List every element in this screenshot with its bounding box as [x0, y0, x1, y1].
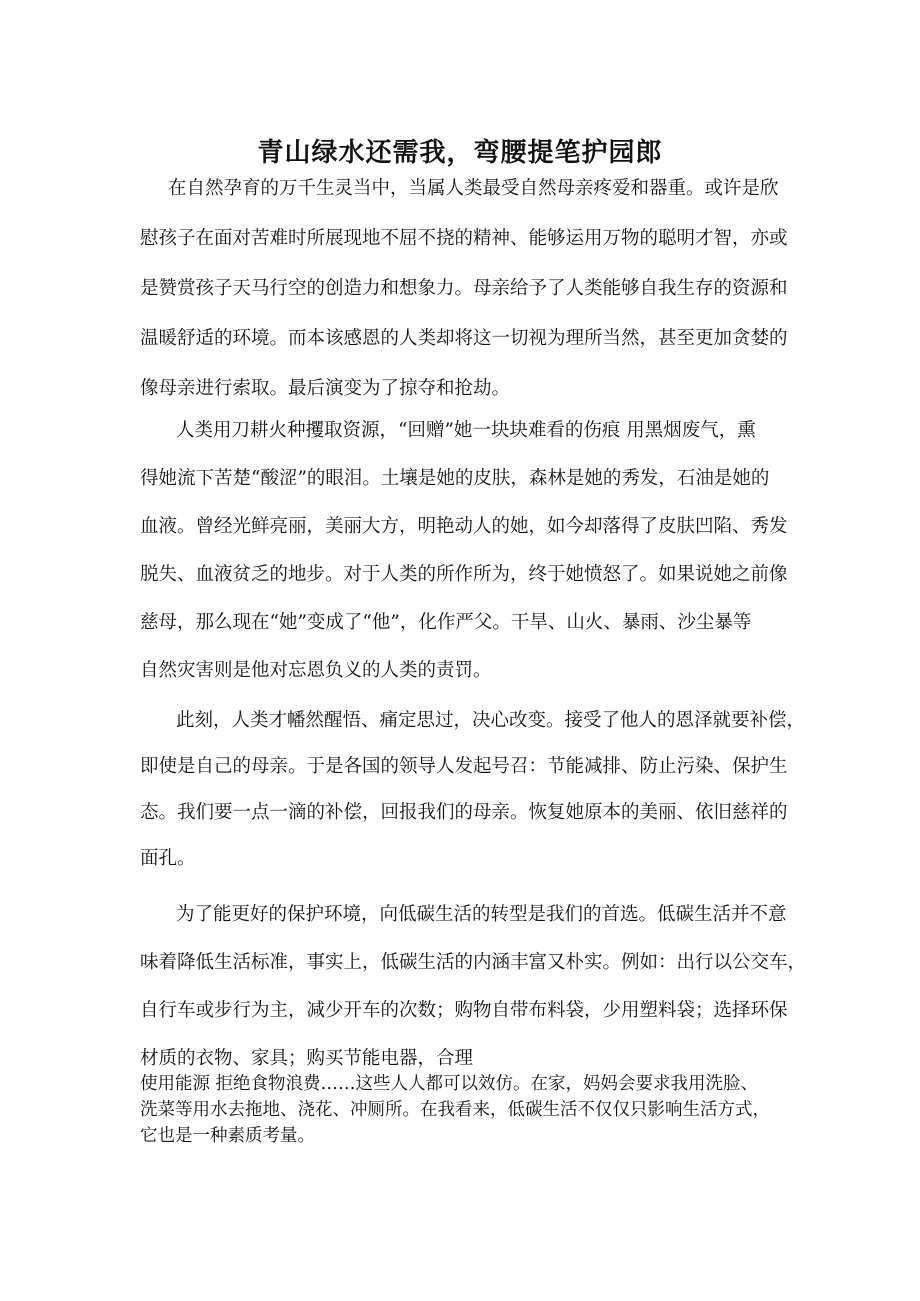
document-title: 青山绿水还需我，弯腰提笔护园郎 — [257, 138, 663, 169]
paragraph-line: 味着降低生活标准，事实上，低碳生活的内涵丰富又朴实。例如：出行以公交车， — [140, 952, 807, 973]
paragraph-line: 自行车或步行为主，减少开车的次数；购物自带布料袋，少用塑料袋；选择环保 — [140, 1000, 788, 1021]
paragraph-line: 自然灾害则是他对忘恩负义的人类的责罚。 — [140, 660, 492, 681]
paragraph-line: 得她流下苦楚“酸涩”的眼泪。土壤是她的皮肤，森林是她的秀发，石油是她的 — [140, 468, 770, 489]
paragraph-line: 即使是自己的母亲。于是各国的领导人发起号召：节能减排、防止污染、保护生 — [140, 756, 788, 777]
paragraph-line: 面孔。 — [140, 848, 196, 869]
paragraph-line: 态。我们要一点一滴的补偿，回报我们的母亲。恢复她原本的美丽、依旧慈祥的 — [140, 802, 788, 823]
paragraph-line: 此刻，人类才幡然醒悟、痛定思过，决心改变。接受了他人的恩泽就要补偿， — [176, 710, 806, 731]
paragraph-line: 洗菜等用水去拖地、浇花、冲厕所。在我看来，低碳生活不仅仅只影响生活方式， — [140, 1100, 770, 1120]
paragraph-line: 慈母，那么现在“她”变成了“他”，化作严父。干旱、山火、暴雨、沙尘暴等 — [140, 612, 752, 633]
paragraph-line: 慰孩子在面对苦难时所展现地不屈不挠的精神、能够运用万物的聪明才智，亦或 — [140, 228, 788, 249]
paragraph-line: 脱失、血液贫乏的地步。对于人类的所作所为，终于她愤怒了。如果说她之前像 — [140, 564, 788, 585]
paragraph-line: 使用能源 拒绝食物浪费……这些人人都可以效仿。在家，妈妈会要求我用洗脸、 — [140, 1074, 759, 1094]
paragraph-line: 为了能更好的保护环境，向低碳生活的转型是我们的首选。低碳生活并不意 — [176, 904, 787, 925]
paragraph-line: 血液。曾经光鲜亮丽，美丽大方，明艳动人的她，如今却落得了皮肤凹陷、秀发 — [140, 516, 788, 537]
paragraph-line: 在自然孕育的万千生灵当中，当属人类最受自然母亲疼爱和器重。或许是欣 — [168, 178, 779, 199]
paragraph-line: 人类用刀耕火种攫取资源，“回赠”她一块块难看的伤痕 用黑烟废气，熏 — [176, 420, 756, 441]
paragraph-line: 材质的衣物、家具；购买节能电器，合理 — [140, 1048, 474, 1069]
paragraph-line: 它也是一种素质考量。 — [140, 1126, 315, 1146]
paragraph-line: 是赞赏孩子天马行空的创造力和想象力。母亲给予了人类能够自我生存的资源和 — [140, 278, 788, 299]
paragraph-line: 像母亲进行索取。最后演变为了掠夺和抢劫。 — [140, 378, 511, 399]
paragraph-line: 温暖舒适的环境。而本该感恩的人类却将这一切视为理所当然，甚至更加贪婪的 — [140, 328, 788, 349]
